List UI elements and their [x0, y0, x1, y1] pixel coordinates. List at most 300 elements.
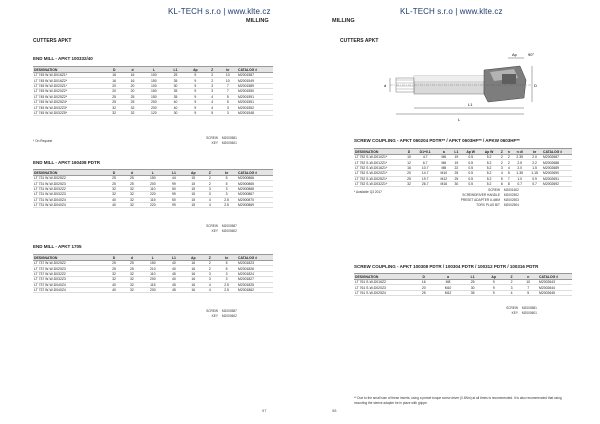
- accessories-list: [198, 224, 237, 234]
- table-cell: 15: [183, 202, 203, 207]
- table-cell: 16: [404, 165, 414, 170]
- table-cell: 5: [216, 181, 237, 186]
- section-heading: SCREW COUPLING - APKT 100308 PDTR / 100304 PDTR / 100312 PDTR / 100316 PDTR: [354, 264, 539, 269]
- col-header: Ap: [483, 274, 505, 280]
- table-cell: 115: [141, 282, 165, 287]
- screw-coupling-table-2: [354, 273, 572, 296]
- col-header: a: [436, 149, 451, 155]
- section-heading: END MILL - APKT 1705: [33, 244, 82, 249]
- table-cell: 3: [219, 105, 237, 110]
- table-cell: LT 737 W-W-D025Z3: [33, 266, 105, 271]
- table-cell: M2002692: [542, 181, 572, 186]
- table-cell: 20: [123, 83, 141, 88]
- table-cell: 9: [483, 290, 505, 295]
- page-title: CUTTERS APKT: [33, 38, 72, 44]
- table-cell: 2.5: [216, 202, 237, 207]
- col-header: Ap W: [462, 149, 480, 155]
- table-cell: M16: [436, 181, 451, 186]
- table-cell: 2.2: [527, 160, 542, 165]
- table-cell: 32: [105, 110, 123, 115]
- accessory-row: [444, 203, 519, 208]
- table-cell: M2000865: [237, 181, 273, 186]
- table-cell: 8: [505, 181, 512, 186]
- table-cell: 35: [166, 94, 185, 99]
- table-cell: 5: [216, 176, 237, 181]
- table-cell: M2002687: [542, 155, 572, 160]
- table-cell: 0.9: [527, 176, 542, 181]
- table-cell: 4: [206, 94, 219, 99]
- brand-header: KL-TECH s.r.o | www.klte.cz: [400, 7, 503, 16]
- accessory-label: KEY: [211, 229, 218, 233]
- accessory-value: M2000581: [521, 306, 537, 310]
- table-cell: 5.2: [480, 155, 498, 160]
- table-cell: 2.5: [216, 282, 237, 287]
- table-cell: 5: [216, 266, 237, 271]
- table-cell: 32: [105, 186, 123, 191]
- section-heading: END MILL - APKT 100332/40: [33, 56, 93, 61]
- col-header: L1: [165, 255, 184, 261]
- table-cell: 25: [105, 94, 123, 99]
- table-cell: 10: [219, 73, 237, 78]
- table-cell: M2002691: [542, 176, 572, 181]
- table-cell: M2002690: [542, 171, 572, 176]
- table-cell: LT 745 W-W-D016Z1*: [33, 73, 105, 78]
- table-cell: 16: [183, 277, 203, 282]
- table-body: [354, 280, 572, 296]
- accessory-label: SCREW: [506, 306, 518, 310]
- table-cell: 3: [203, 271, 216, 276]
- l1-label: L1: [468, 102, 473, 107]
- table-cell: LT 752 S-W-D032Z1*: [354, 181, 404, 186]
- accessories-list: [444, 188, 519, 208]
- table-cell: 200: [141, 287, 165, 292]
- table-cell: 150: [141, 261, 165, 266]
- table-cell: 2.5: [512, 160, 527, 165]
- table-cell: M2001591: [237, 94, 273, 99]
- table-cell: 5.2: [480, 181, 498, 186]
- table-cell: M2001551: [237, 99, 273, 104]
- table-cell: 30: [166, 110, 185, 115]
- table-cell: 150: [141, 176, 165, 181]
- table-cell: 32: [105, 192, 123, 197]
- table-cell: 40: [166, 105, 185, 110]
- table-cell: 40: [105, 197, 123, 202]
- col-header: L1: [463, 274, 483, 280]
- col-header: Z: [206, 67, 219, 73]
- table-body: [33, 73, 273, 116]
- table-cell: 0.7: [512, 181, 527, 186]
- table-cell: 26.7: [414, 181, 436, 186]
- table-cell: 5: [498, 176, 505, 181]
- table-cell: 25: [404, 176, 414, 181]
- table-cell: 5.2: [480, 171, 498, 176]
- col-header: Z: [505, 274, 519, 280]
- table-cell: 25: [123, 181, 141, 186]
- table-cell: 32: [123, 110, 141, 115]
- col-header: kr: [216, 255, 237, 261]
- table-cell: 200: [141, 181, 165, 186]
- table-cell: 5.2: [480, 165, 498, 170]
- accessory-value: M2000587: [221, 309, 237, 313]
- table-cell: 22: [451, 165, 461, 170]
- table-cell: LT 752 S-W-D010Z1*: [354, 155, 404, 160]
- col-header: d: [123, 170, 141, 176]
- table-cell: 45: [165, 282, 184, 287]
- col-header: D: [414, 274, 434, 280]
- table-cell: 20: [414, 285, 434, 290]
- accessory-value: M2000602: [221, 229, 237, 233]
- table-cell: 150: [142, 94, 166, 99]
- table-cell: 14.7: [414, 171, 436, 176]
- table-cell: 3: [216, 186, 237, 191]
- table-cell: LT 737 W-W-D032Z2: [33, 271, 105, 276]
- table-cell: 1.5: [527, 165, 542, 170]
- accessory-row: [198, 229, 237, 234]
- table-cell: 25: [123, 261, 141, 266]
- table-cell: 1.15: [527, 171, 542, 176]
- table-cell: 3: [203, 277, 216, 282]
- table-cell: 15: [183, 192, 203, 197]
- table-cell: 32: [123, 271, 141, 276]
- table-cell: 40: [166, 99, 185, 104]
- table-row: [33, 202, 273, 207]
- col-header: D: [105, 170, 123, 176]
- table-cell: 19: [451, 155, 461, 160]
- table-cell: LT 731 W-W-D032Z3: [33, 192, 105, 197]
- table-cell: 6.7: [414, 160, 436, 165]
- col-header: L1: [166, 67, 185, 73]
- table-row: [354, 181, 572, 186]
- col-header: CATALOG #: [542, 149, 572, 155]
- table-cell: 9: [185, 94, 206, 99]
- col-header: Ap: [183, 255, 203, 261]
- col-header: n: [505, 149, 512, 155]
- col-header: L: [141, 170, 165, 176]
- tool-drawing: [390, 58, 532, 114]
- tool-diagram: [378, 50, 540, 130]
- accessory-value: M2000587: [221, 224, 237, 228]
- page-number: 97: [262, 408, 267, 413]
- table-cell: LT 752 S-W-D020Z1*: [354, 171, 404, 176]
- table-cell: 5: [518, 290, 538, 295]
- table-cell: 99: [165, 192, 184, 197]
- accessory-value: M2001602: [503, 188, 519, 192]
- brand-header: KL-TECH s.r.o | www.klte.cz: [168, 7, 271, 16]
- table-cell: M2001550: [237, 89, 273, 94]
- table-cell: 0.5: [462, 165, 480, 170]
- table-cell: LT 745 W-W-D025Z2*: [33, 94, 105, 99]
- table-cell: 7: [219, 89, 237, 94]
- accessory-value: M2002504: [503, 203, 519, 207]
- table-cell: 16: [183, 271, 203, 276]
- col-header: kr: [219, 67, 237, 73]
- table-cell: 9: [185, 89, 206, 94]
- table-cell: LT 761 S-W-D016Z2: [354, 280, 414, 285]
- col-header: D: [404, 149, 414, 155]
- table-cell: 25: [463, 280, 483, 285]
- l-label: L: [458, 117, 461, 122]
- table-cell: 9: [185, 99, 206, 104]
- table-cell: 40: [105, 202, 123, 207]
- table-cell: 7: [505, 176, 512, 181]
- table-cell: LT 731 W-W-D040Z4: [33, 197, 105, 202]
- table-cell: 25: [451, 176, 461, 181]
- table-cell: 25: [105, 181, 123, 186]
- table-cell: 10: [518, 280, 538, 285]
- table-cell: 150: [142, 78, 166, 83]
- table-cell: 2: [505, 155, 512, 160]
- table-cell: M10: [434, 285, 463, 290]
- table-cell: M2001825: [237, 282, 273, 287]
- table-cell: 150: [142, 89, 166, 94]
- endmill-table-3: [33, 254, 273, 293]
- accessory-row: [198, 314, 237, 319]
- ap-label: Ap: [512, 52, 517, 57]
- table-cell: 45: [165, 287, 184, 292]
- col-header: Z: [498, 149, 505, 155]
- table-cell: 0.5: [462, 176, 480, 181]
- table-cell: LT 745 W-W-D025Z4*: [33, 99, 105, 104]
- accessory-label: TORX PLUS BIT: [476, 203, 500, 207]
- table-cell: 3: [203, 192, 216, 197]
- table-cell: 120: [142, 110, 166, 115]
- table-body: [354, 155, 572, 187]
- accessory-value: M2002503: [503, 198, 519, 202]
- table-cell: 16: [123, 78, 141, 83]
- table-cell: 6: [498, 181, 505, 186]
- accessory-label: SCREWDRIVER HANDLE: [462, 193, 500, 197]
- table-cell: 25: [105, 99, 123, 104]
- table-cell: 2.5: [216, 287, 237, 292]
- table-cell: M2000867: [237, 192, 273, 197]
- table-cell: 25: [123, 176, 141, 181]
- table-cell: 2.5: [216, 197, 237, 202]
- accessory-label: KEY: [211, 314, 218, 318]
- table-cell: LT 731 W-W-D025Z2: [33, 176, 105, 181]
- table-cell: 15: [183, 197, 203, 202]
- table-cell: M2001587: [237, 73, 273, 78]
- table-cell: 30: [166, 83, 185, 88]
- page-title: CUTTERS APKT: [340, 38, 379, 44]
- table-cell: M6: [436, 155, 451, 160]
- table-cell: 4: [206, 99, 219, 104]
- table-cell: 3: [498, 165, 505, 170]
- table-cell: LT 745 W-W-D020Z1*: [33, 83, 105, 88]
- page-number: 98: [332, 408, 337, 413]
- table-cell: 32: [123, 186, 141, 191]
- table-cell: 32: [105, 105, 123, 110]
- table-cell: 45: [165, 271, 184, 276]
- table-cell: 9: [483, 285, 505, 290]
- table-cell: M2001589: [237, 83, 273, 88]
- angle-label: 90°: [528, 52, 535, 57]
- table-cell: 25: [105, 176, 123, 181]
- table-cell: M8: [434, 280, 463, 285]
- table-cell: 40: [165, 277, 184, 282]
- table-cell: M2002643: [538, 280, 572, 285]
- table-cell: 16: [105, 78, 123, 83]
- table-cell: 19: [451, 160, 461, 165]
- table-cell: 110: [141, 271, 165, 276]
- table-cell: 2: [206, 73, 219, 78]
- table-cell: 20: [105, 89, 123, 94]
- table-cell: 32: [123, 282, 141, 287]
- d1-label: d: [384, 83, 387, 88]
- table-cell: LT 737 W-W-D040Z4: [33, 282, 105, 287]
- table-cell: 115: [141, 197, 165, 202]
- table-cell: 5: [206, 110, 219, 115]
- table-cell: 1.0: [512, 176, 527, 181]
- table-cell: 15: [183, 176, 203, 181]
- table-row: [354, 290, 572, 295]
- table-cell: 3: [216, 192, 237, 197]
- table-cell: 50: [165, 197, 184, 202]
- accessory-value: M2000601: [221, 141, 237, 145]
- col-header: n dl: [512, 149, 527, 155]
- table-cell: 25: [105, 266, 123, 271]
- table-cell: 200: [142, 105, 166, 110]
- table-cell: 40: [165, 261, 184, 266]
- table-cell: M10: [436, 171, 451, 176]
- table-cell: 12: [404, 160, 414, 165]
- accessories-list: [198, 136, 237, 146]
- table-cell: 9: [185, 110, 206, 115]
- table-cell: M2002645: [538, 290, 572, 295]
- table-cell: LT 752 S-W-D012Z1*: [354, 160, 404, 165]
- table-cell: 16: [105, 73, 123, 78]
- accessories-list: [198, 309, 237, 319]
- table-cell: 9: [483, 280, 505, 285]
- accessory-label: SCREW: [488, 188, 500, 192]
- table-cell: LT 761 S-W-D020Z3: [354, 285, 414, 290]
- col-header: D1+0.1: [414, 149, 436, 155]
- table-cell: 9: [185, 73, 206, 78]
- table-cell: 7: [518, 285, 538, 290]
- d-label: D: [534, 83, 537, 88]
- table-cell: 3: [219, 110, 237, 115]
- table-cell: LT 731 W-W-D032Z2: [33, 186, 105, 191]
- col-header: kr: [216, 170, 237, 176]
- col-header: DESIGNATION: [33, 255, 105, 261]
- table-cell: 3: [206, 89, 219, 94]
- table-cell: 30: [463, 285, 483, 290]
- table-cell: 50: [165, 186, 184, 191]
- table-cell: 7: [219, 83, 237, 88]
- col-header: Z: [203, 255, 216, 261]
- table-cell: 10: [219, 78, 237, 83]
- col-header: Z: [203, 170, 216, 176]
- table-cell: 4: [203, 202, 216, 207]
- table-cell: M12: [434, 290, 463, 295]
- accessory-row: [498, 311, 537, 316]
- table-cell: LT 752 S-W-D025Z1*: [354, 176, 404, 181]
- col-header: Ap: [183, 170, 203, 176]
- table-cell: 220: [141, 202, 165, 207]
- table-cell: 32: [123, 202, 141, 207]
- table-cell: 32: [123, 192, 141, 197]
- table-cell: 19.7: [414, 176, 436, 181]
- table-cell: M2000868: [237, 186, 273, 191]
- col-header: CATALOG #: [538, 274, 572, 280]
- table-cell: 9: [185, 78, 206, 83]
- col-header: kr: [527, 149, 542, 155]
- table-cell: 4: [498, 171, 505, 176]
- footnote: ** Due to the small size of these inserts, using a preset torque screw driver (0.6Nm) at all times is recommended. It is also recommended that using mounting the sleeve adapter be in place with grippe.: [354, 396, 562, 405]
- accessory-label: KEY: [511, 311, 518, 315]
- col-header: DESIGNATION: [33, 67, 105, 73]
- table-cell: 40: [165, 266, 184, 271]
- accessories-list: [498, 306, 537, 316]
- col-header: L1: [451, 149, 461, 155]
- table-cell: 0.5: [462, 181, 480, 186]
- accessory-value: M2000581: [221, 136, 237, 140]
- table-cell: 5: [505, 171, 512, 176]
- table-cell: LT 737 W-W-D040Z4: [33, 287, 105, 292]
- table-cell: 3: [203, 186, 216, 191]
- table-cell: 2: [498, 155, 505, 160]
- table-cell: 210: [141, 266, 165, 271]
- table-cell: 3: [216, 271, 237, 276]
- table-cell: M2001549: [237, 78, 273, 83]
- col-header: n: [518, 274, 538, 280]
- table-cell: M2002644: [538, 285, 572, 290]
- table-cell: 25: [414, 290, 434, 295]
- table-cell: 99: [165, 202, 184, 207]
- table-cell: 110: [141, 186, 165, 191]
- accessory-row: [198, 141, 237, 146]
- table-cell: 32: [123, 197, 141, 202]
- table-cell: 0.5: [462, 171, 480, 176]
- section-heading: END MILL - APKT 160408 PDTR: [33, 160, 101, 165]
- table-cell: 25: [105, 261, 123, 266]
- col-header: CATALOG #: [237, 255, 273, 261]
- table-cell: 16: [414, 280, 434, 285]
- table-cell: M6: [436, 160, 451, 165]
- accessory-label: KEY: [211, 141, 218, 145]
- table-cell: 15: [183, 186, 203, 191]
- table-cell: M2001862: [237, 287, 273, 292]
- endmill-table-2: [33, 169, 273, 208]
- table-cell: 40: [105, 282, 123, 287]
- accessory-label: SCREW: [206, 309, 218, 313]
- table-cell: M2001827: [237, 277, 273, 282]
- table-cell: 35: [166, 89, 185, 94]
- table-cell: LT 737 W-W-D032Z3: [33, 277, 105, 282]
- table-body: [33, 261, 273, 293]
- table-cell: 0.7: [527, 181, 542, 186]
- table-cell: LT 745 W-W-D016Z2*: [33, 78, 105, 83]
- table-cell: 40: [105, 287, 123, 292]
- col-header: DESIGNATION: [354, 149, 404, 155]
- table-cell: 16: [183, 261, 203, 266]
- table-cell: 2: [498, 160, 505, 165]
- col-header: Ap: [185, 67, 206, 73]
- table-cell: 3: [206, 83, 219, 88]
- table-cell: M12: [436, 176, 451, 181]
- table-cell: 32: [404, 181, 414, 186]
- col-header: a: [434, 274, 463, 280]
- table-row: [33, 287, 273, 292]
- accessory-label: PRESET ADAPTER 6-4MM: [460, 198, 500, 202]
- col-header: d: [123, 67, 141, 73]
- table-cell: M2002688: [542, 160, 572, 165]
- accessory-value: M2000601: [521, 311, 537, 315]
- col-header: DESIGNATION: [33, 170, 105, 176]
- table-cell: 100: [142, 73, 166, 78]
- table-cell: 15: [183, 181, 203, 186]
- table-cell: 10.7: [414, 165, 436, 170]
- table-cell: M2000866: [237, 176, 273, 181]
